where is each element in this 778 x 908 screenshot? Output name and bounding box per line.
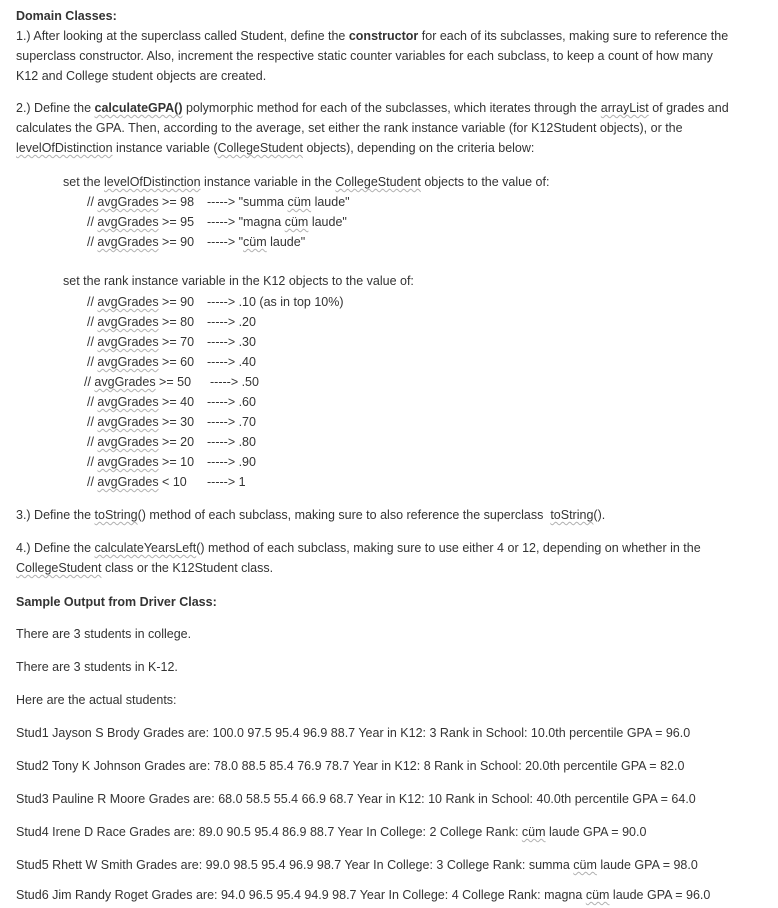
k12-criteria-intro: set the rank instance variable in the K12 objects to the value of: <box>63 274 414 288</box>
k12-criteria-row: // avgGrades >= 20 <box>87 435 195 449</box>
k12-criteria-row: // avgGrades >= 50 <box>84 375 192 389</box>
college-criteria-intro: set the levelOfDistinction instance variable in the CollegeStudent objects to the value of: <box>63 175 550 189</box>
k12-criteria-row: // avgGrades >= 90 <box>87 295 195 309</box>
output-student-3: Stud3 Pauline R Moore Grades are: 68.0 58.5 55.4 66.9 68.7 Year in K12: 10 Rank in School: 40.0th percentile GPA = 64.0 <box>16 792 696 806</box>
domain-classes-heading: Domain Classes: <box>16 9 117 23</box>
k12-criteria-value: -----> .70 <box>207 415 256 429</box>
k12-criteria-row: // avgGrades >= 80 <box>87 315 195 329</box>
output-student-1: Stud1 Jayson S Brody Grades are: 100.0 97.5 95.4 96.9 88.7 Year in K12: 3 Rank in School: 10.0th percentile GPA = 96.0 <box>16 726 691 740</box>
paragraph-2-line-1: 2.) Define the calculateGPA() polymorphic method for each of the subclasses, which iterates through the arrayList of grades and <box>16 101 729 115</box>
k12-criteria-row: // avgGrades >= 70 <box>87 335 195 349</box>
paragraph-1-line-2: superclass constructor. Also, increment the respective static counter variables for each subclass, to keep a count of how many <box>16 49 713 63</box>
k12-criteria-row: // avgGrades >= 30 <box>87 415 195 429</box>
college-criteria-row: // avgGrades >= 95 <box>87 215 195 229</box>
college-criteria-value: -----> "summa cüm laude" <box>207 195 350 209</box>
output-student-5: Stud5 Rhett W Smith Grades are: 99.0 98.5 95.4 96.9 98.7 Year In College: 3 College Rank: summa cüm laude GPA = 98.0 <box>16 858 698 872</box>
k12-criteria-row: // avgGrades >= 60 <box>87 355 195 369</box>
college-criteria-row: // avgGrades >= 98 <box>87 195 195 209</box>
k12-criteria-value: -----> .20 <box>207 315 256 329</box>
k12-criteria-value: -----> .80 <box>207 435 256 449</box>
paragraph-2-line-2: calculates the GPA. Then, according to the average, set either the rank instance variable (for K12Student objects), or the <box>16 121 683 135</box>
output-student-4: Stud4 Irene D Race Grades are: 89.0 90.5 95.4 86.9 88.7 Year In College: 2 College Rank: cüm laude GPA = 90.0 <box>16 825 647 839</box>
paragraph-2-line-3: levelOfDistinction instance variable (CollegeStudent objects), depending on the criteria below: <box>16 141 535 155</box>
k12-criteria-value: -----> .90 <box>207 455 256 469</box>
college-criteria-value: -----> "cüm laude" <box>207 235 306 249</box>
k12-criteria-value: -----> .50 <box>210 375 259 389</box>
output-actual-students: Here are the actual students: <box>16 693 177 707</box>
college-criteria-value: -----> "magna cüm laude" <box>207 215 347 229</box>
output-student-2: Stud2 Tony K Johnson Grades are: 78.0 88.5 85.4 76.9 78.7 Year in K12: 8 Rank in School: 20.0th percentile GPA = 82.0 <box>16 759 685 773</box>
output-k12-count: There are 3 students in K-12. <box>16 660 178 674</box>
k12-criteria-value: -----> .40 <box>207 355 256 369</box>
k12-criteria-value: -----> .10 (as in top 10%) <box>207 295 344 309</box>
k12-criteria-value: -----> .30 <box>207 335 256 349</box>
k12-criteria-row: // avgGrades < 10 <box>87 475 187 489</box>
k12-criteria-row: // avgGrades >= 10 <box>87 455 195 469</box>
paragraph-4-line-2: CollegeStudent class or the K12Student class. <box>16 561 274 575</box>
output-student-6: Stud6 Jim Randy Roget Grades are: 94.0 96.5 95.4 94.9 98.7 Year In College: 4 College Rank: magna cüm laude GPA = 96.0 <box>16 888 711 902</box>
sample-output-heading: Sample Output from Driver Class: <box>16 595 217 609</box>
paragraph-4-line-1: 4.) Define the calculateYearsLeft() method of each subclass, making sure to use either 4 or 12, depending on whether in the <box>16 541 701 555</box>
k12-criteria-value: -----> 1 <box>207 475 246 489</box>
output-college-count: There are 3 students in college. <box>16 627 192 641</box>
paragraph-3: 3.) Define the toString() method of each subclass, making sure to also reference the superclass toString(). <box>16 508 606 522</box>
college-criteria-row: // avgGrades >= 90 <box>87 235 195 249</box>
paragraph-1-line-3: K12 and College student objects are created. <box>16 69 267 83</box>
paragraph-1-line-1: 1.) After looking at the superclass called Student, define the constructor for each of its subclasses, making sure to reference the <box>16 29 729 43</box>
k12-criteria-row: // avgGrades >= 40 <box>87 395 195 409</box>
k12-criteria-value: -----> .60 <box>207 395 256 409</box>
